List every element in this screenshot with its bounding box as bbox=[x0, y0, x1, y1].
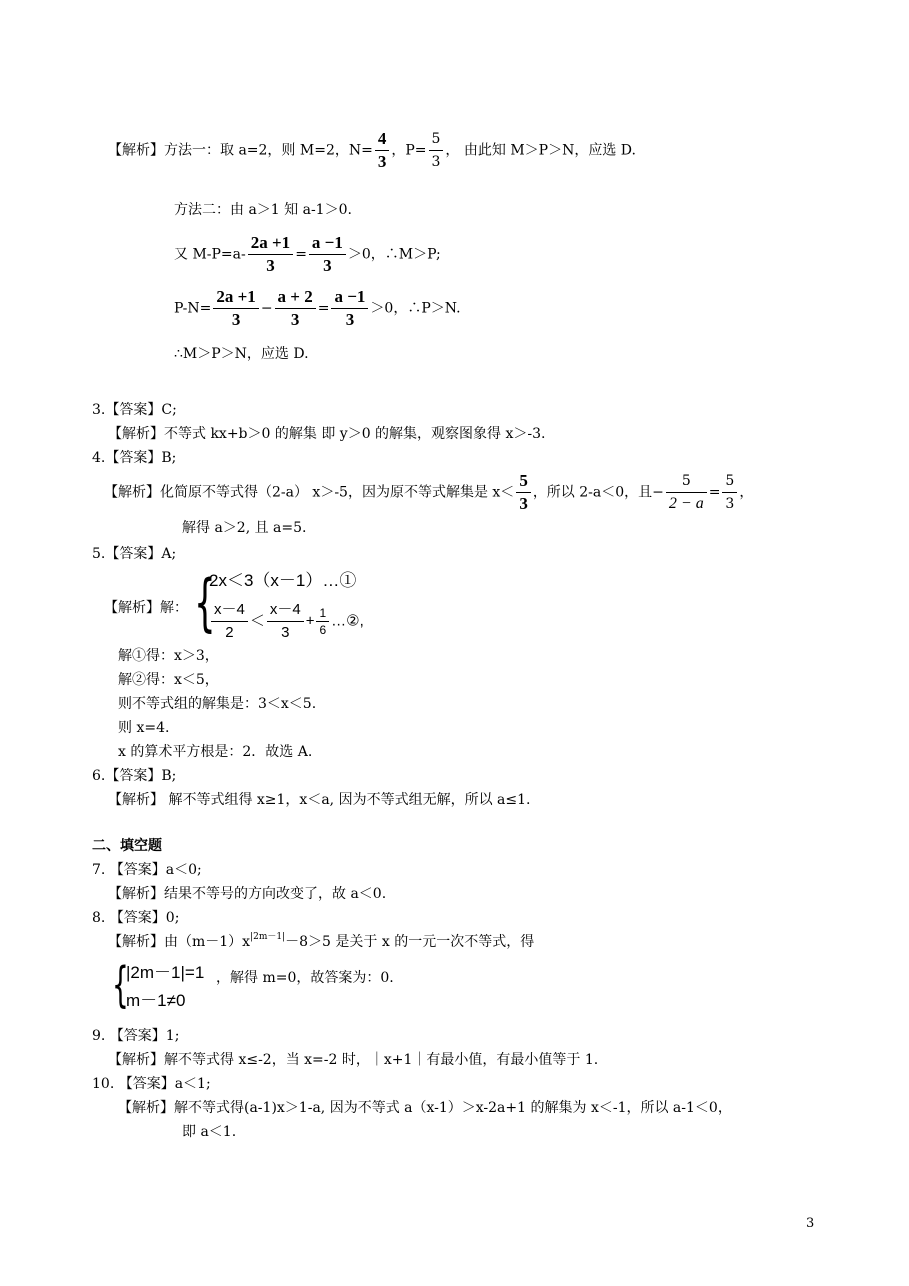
q10-analysis: 【解析】解不等式得(a-1)x＞1-a, 因为不等式 a（x-1）＞x-2a+1 的解集为 x＜-1，所以 a-1＜0， bbox=[118, 1100, 732, 1116]
q4-analysis-line1: 【解析】化简原不等式得（2-a） x＞-5，因为原不等式解集是 x＜ $\frac{5}{3}$ ，所以 2-a＜0，且− $\frac{5}{2 - a}$ = $\frac{5}{3}$ ， bbox=[104, 471, 754, 513]
fraction: $\frac{1}{6}$ bbox=[316, 605, 329, 638]
q5-step5: x 的算术平方根是：2．故选 A. bbox=[118, 744, 313, 760]
fraction: $\frac{a -1}{3}$ bbox=[331, 286, 368, 331]
fraction: $\frac{2a +1}{3}$ bbox=[213, 286, 258, 331]
fraction-n: $\frac{4}{3}$ bbox=[375, 128, 390, 173]
fraction: $\frac{x-4}{2}$ bbox=[211, 599, 248, 644]
q7-analysis: 【解析】结果不等号的方向改变了，故 a＜0. bbox=[108, 886, 387, 902]
page-number: 3 bbox=[806, 1216, 815, 1231]
q5-analysis-label: 【解析】解： bbox=[104, 600, 188, 616]
q8-system-eq2: m－1≠0 bbox=[126, 991, 186, 1010]
system-brace: { bbox=[194, 566, 216, 639]
q6-analysis: 【解析】 解不等式组得 x≥1，x＜a, 因为不等式组无解，所以 a≤1. bbox=[108, 792, 531, 808]
q2-p-minus-n-line: P-N= $\frac{2a +1}{3}$ − $\frac{a + 2}{3}$ = $\frac{a -1}{3}$ ＞0，∴P＞N. bbox=[174, 287, 461, 329]
section-title: 二、填空题 bbox=[92, 838, 162, 854]
q2-conclusion: ∴M＞P＞N，应选 D. bbox=[174, 346, 309, 362]
q8-system-result: ，解得 m=0，故答案为：0. bbox=[216, 970, 394, 986]
q8-system-eq1: |2m－1|=1 bbox=[126, 963, 205, 982]
q7-answer: 7. 【答案】a＜0; bbox=[92, 862, 202, 878]
q2-method1-text: 【解析】方法一：取 a=2，则 M=2，N= bbox=[108, 142, 373, 159]
fraction: $\frac{5}{3}$ bbox=[722, 470, 737, 515]
fraction-p: $\frac{5}{3}$ bbox=[429, 128, 444, 173]
q9-answer: 9. 【答案】1; bbox=[92, 1028, 180, 1044]
q5-system-eq2: $\frac{x-4}{2}$ ＜ $\frac{x-4}{3}$ + $\frac{1}{6}$ …②, bbox=[209, 599, 364, 644]
fraction: $\frac{a + 2}{3}$ bbox=[275, 286, 316, 331]
fraction: $\frac{5}{3}$ bbox=[516, 470, 531, 515]
fraction: $\frac{2a +1}{3}$ bbox=[248, 232, 293, 277]
fraction: $\frac{x-4}{3}$ bbox=[267, 599, 304, 644]
q5-system-eq1: 2x＜3（x－1）…① bbox=[209, 571, 357, 590]
fraction: $\frac{5}{2 - a}$ bbox=[666, 470, 707, 515]
q10-analysis-line2: 即 a＜1. bbox=[182, 1124, 237, 1140]
q2-method2-line: 方法二：由 a＞1 知 a-1＞0. bbox=[174, 202, 352, 218]
q10-answer: 10. 【答案】a＜1; bbox=[92, 1076, 211, 1092]
q5-answer: 5.【答案】A; bbox=[92, 546, 177, 562]
q6-answer: 6.【答案】B; bbox=[92, 768, 177, 784]
q5-step4: 则 x=4. bbox=[118, 720, 170, 736]
q5-step2: 解②得：x＜5， bbox=[118, 672, 219, 688]
system-brace: { bbox=[112, 957, 129, 1013]
q5-step1: 解①得：x＞3， bbox=[118, 648, 219, 664]
q2-analysis-line1: 【解析】方法一：取 a=2，则 M=2，N= $\frac{4}{3}$ ，P= $\frac{5}{3}$ ， 由此知 M＞P＞N，应选 D. bbox=[108, 129, 636, 171]
fraction: $\frac{a -1}{3}$ bbox=[309, 232, 346, 277]
q3-answer: 3.【答案】C; bbox=[92, 402, 177, 418]
q4-analysis-line2: 解得 a＞2, 且 a=5. bbox=[182, 520, 307, 536]
q5-step3: 则不等式组的解集是：3＜x＜5. bbox=[118, 696, 317, 712]
q4-answer: 4.【答案】B; bbox=[92, 450, 177, 466]
q8-analysis: 【解析】由$(m-1)x^{|2m-1|}-8>5$ 是关于 x 的一元一次不等式，得 bbox=[108, 932, 535, 950]
q8-answer: 8. 【答案】0; bbox=[92, 910, 180, 926]
q2-m-minus-p-line: 又 M-P=a- $\frac{2a +1}{3}$ = $\frac{a -1}{3}$ ＞0，∴M＞P; bbox=[174, 233, 441, 275]
q3-analysis: 【解析】不等式 kx+b＞0 的解集 即 y＞0 的解集，观察图象得 x＞-3. bbox=[108, 426, 546, 442]
q9-analysis: 【解析】解不等式得 x≤-2，当 x=-2 时，｜x+1｜有最小值，有最小值等于 1. bbox=[108, 1052, 599, 1068]
